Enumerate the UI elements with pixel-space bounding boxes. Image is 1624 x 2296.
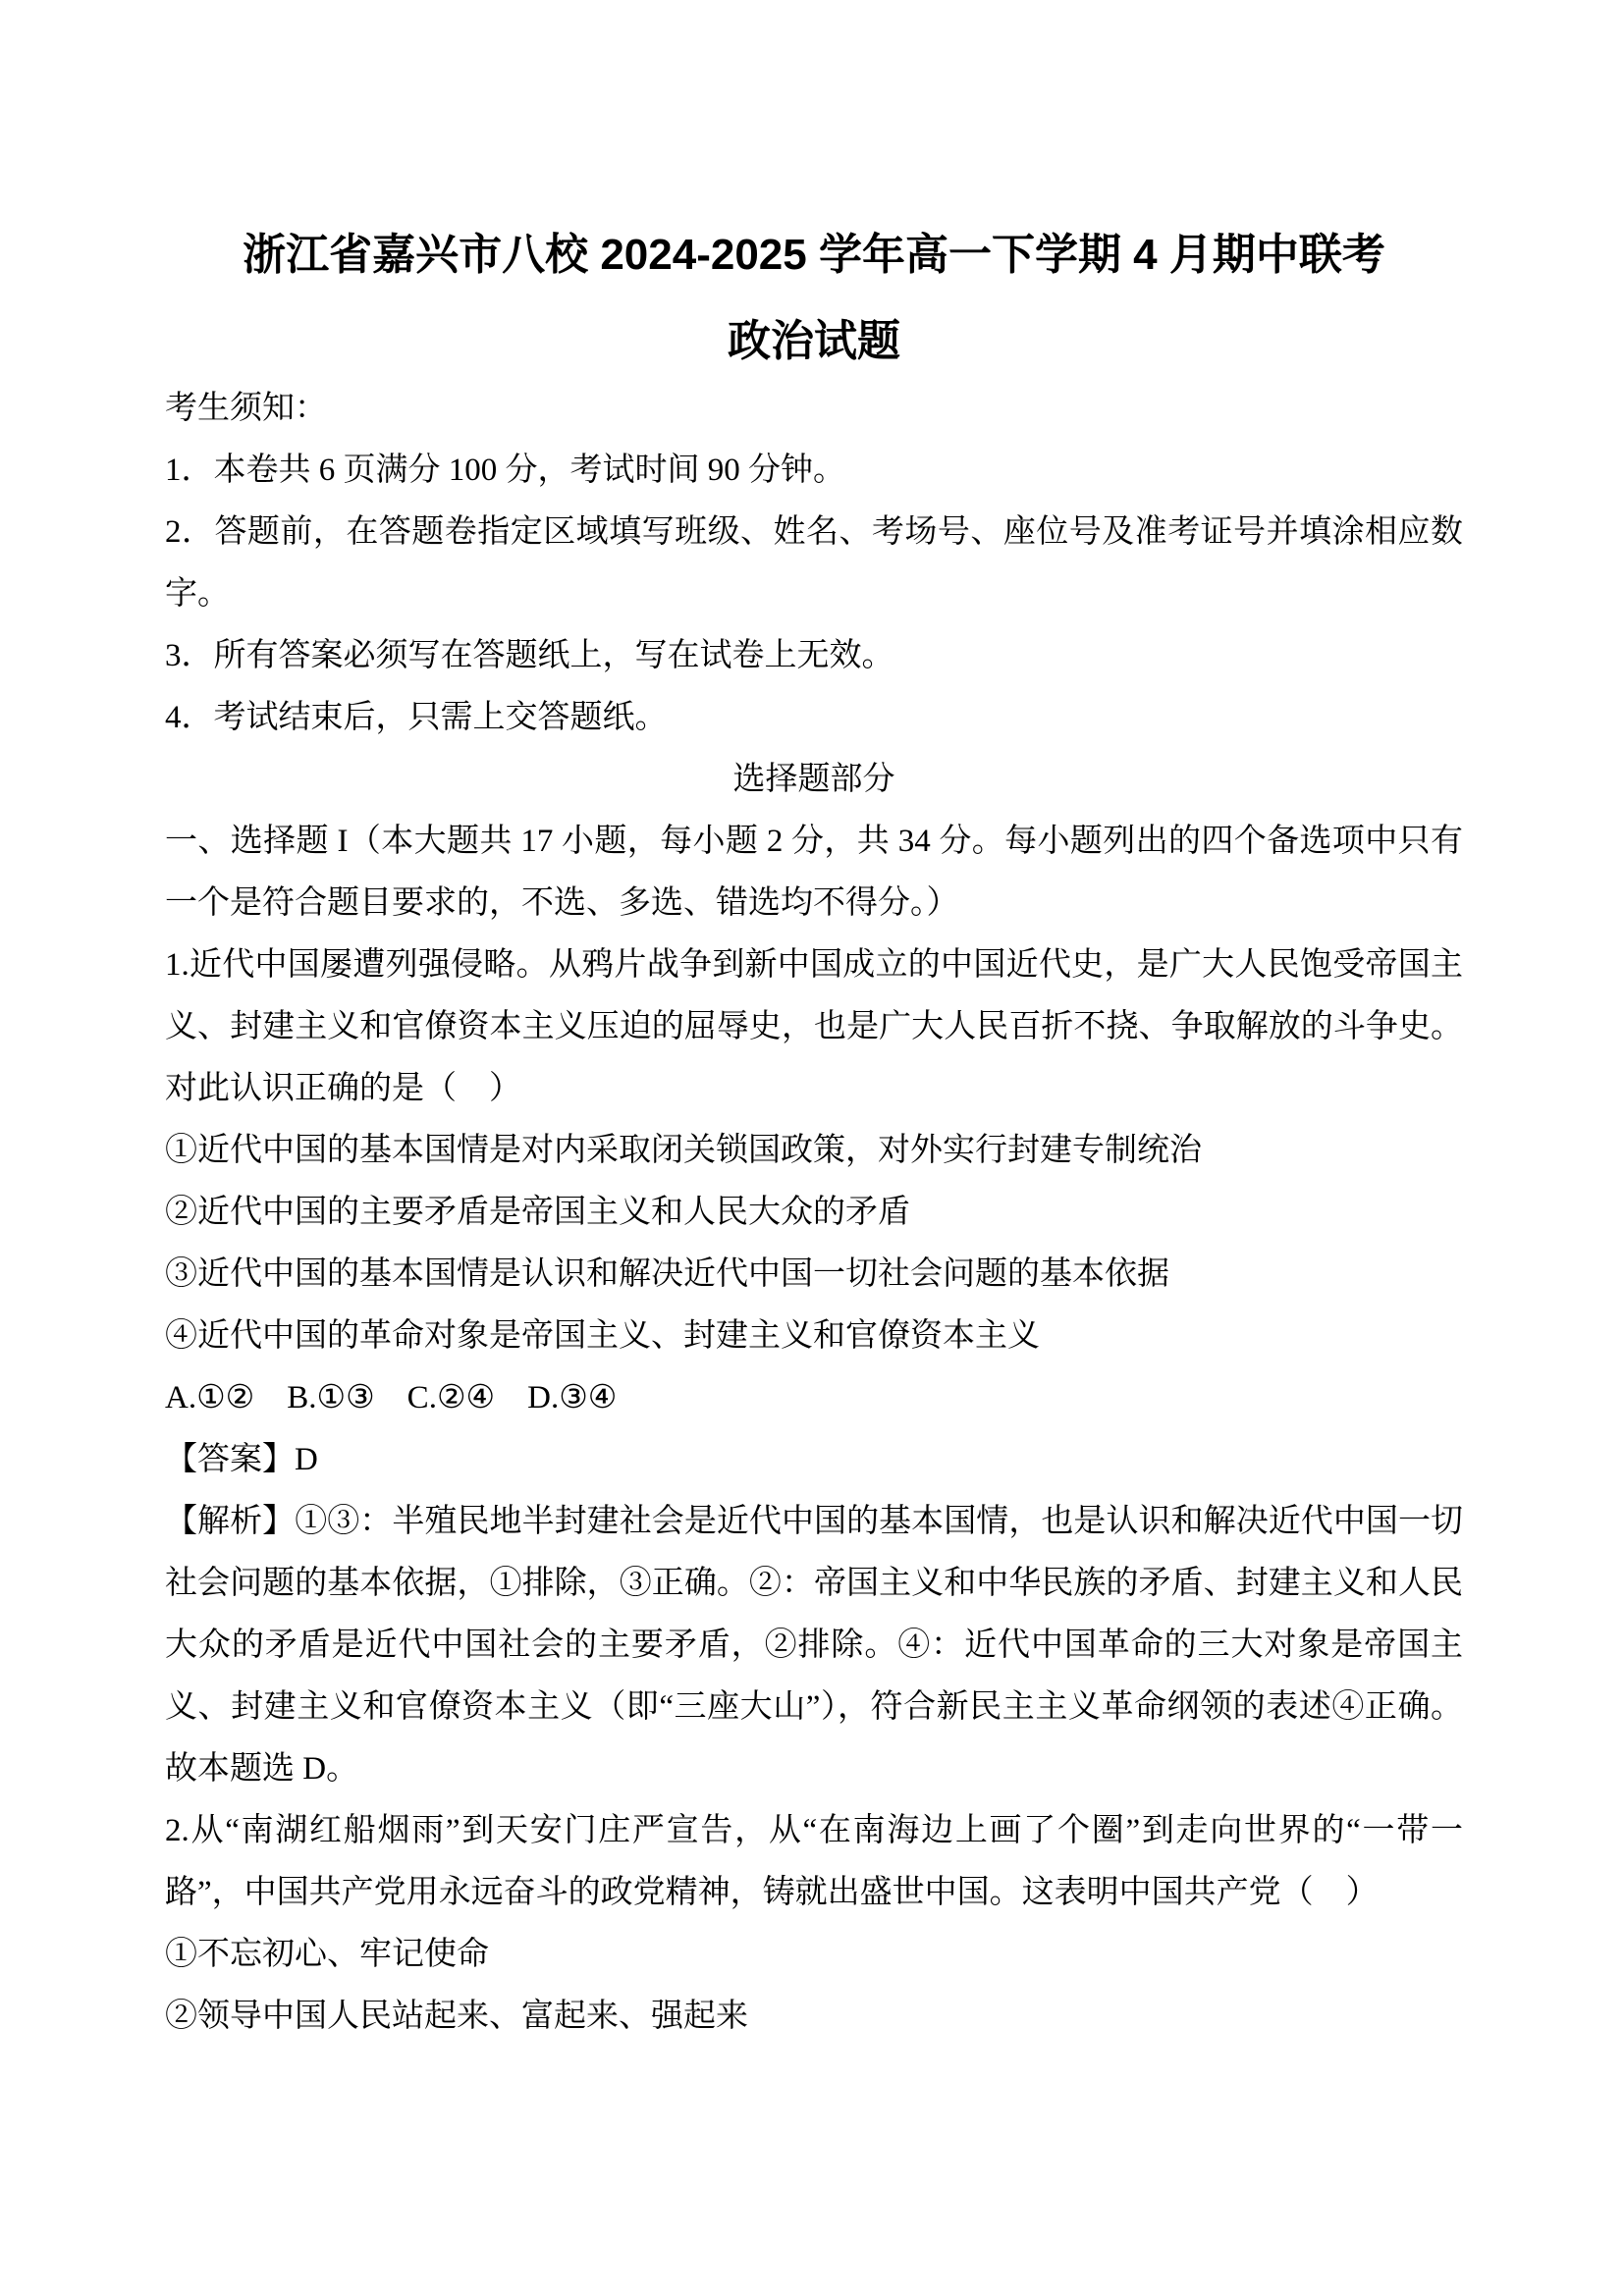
question-1-analysis: 【解析】①③：半殖民地半封建社会是近代中国的基本国情，也是认识和解决近代中国一切社会问题的基本依据，①排除，③正确。②：帝国主义和中华民族的矛盾、封建主义和人民大众的矛盾是近代中国社会的主要矛盾，②排除。④：近代中国革命的三大对象是帝国主义、封建主义和官僚资本主义（即“三座大山”），符合新民主主义革命纲领的表述④正确。故本题选 D。 — [165, 1504, 1463, 1787]
question-1-statement-3: ③近代中国的基本国情是认识和解决近代中国一切社会问题的基本依据 — [165, 1256, 1169, 1292]
question-1-answer: 【答案】D — [165, 1442, 318, 1477]
question-2-statement-1: ①不忘初心、牢记使命 — [165, 1937, 489, 1972]
question-1-statement-1: ①近代中国的基本国情是对内采取闭关锁国政策，对外实行封建专制统治 — [165, 1133, 1202, 1168]
notice-item-1: 1．本卷共 6 页满分 100 分，考试时间 90 分钟。 — [165, 453, 845, 488]
document-title — [165, 226, 1463, 371]
question-2-stem: 2.从“南湖红船烟雨”到天安门庄严宣告，从“在南海边上画了个圈”到走向世界的“一带一路”，中国共产党用永远奋斗的政党精神，铸就出盛世中国。这表明中国共产党（ ） — [165, 1813, 1463, 1910]
document-body — [165, 378, 1463, 2048]
section-intro: 一、选择题 I（本大题共 17 小题，每小题 2 分，共 34 分。每小题列出的四个备选项中只有一个是符合题目要求的，不选、多选、错选均不得分。） — [165, 824, 1463, 921]
notice-item-2: 2．答题前，在答题卷指定区域填写班级、姓名、考场号、座位号及准考证号并填涂相应数字。 — [165, 514, 1463, 612]
document-title-line1: 浙江省嘉兴市八校 2024-2025 学年高一下学期 4 月期中联考 — [243, 231, 1385, 279]
document-title-line2: 政治试题 — [728, 317, 900, 365]
notice-item-4: 4．考试结束后，只需上交答题纸。 — [165, 700, 668, 735]
question-1-statement-4: ④近代中国的革命对象是帝国主义、封建主义和官僚资本主义 — [165, 1318, 1040, 1354]
question-2-statement-2: ②领导中国人民站起来、富起来、强起来 — [165, 1999, 748, 2034]
question-1-choices: A.①② B.①③ C.②④ D.③④ — [165, 1380, 618, 1415]
section-heading: 选择题部分 — [732, 762, 895, 797]
question-1-statement-2: ②近代中国的主要矛盾是帝国主义和人民大众的矛盾 — [165, 1195, 910, 1230]
question-1-stem: 1.近代中国屡遭列强侵略。从鸦片战争到新中国成立的中国近代史，是广大人民饱受帝国主义、封建主义和官僚资本主义压迫的屈辱史，也是广大人民百折不挠、争取解放的斗争史。对此认识正确的是（ ） — [165, 947, 1463, 1106]
notice-heading: 考生须知： — [165, 391, 327, 426]
notice-item-3: 3．所有答案必须写在答题纸上，写在试卷上无效。 — [165, 638, 894, 673]
